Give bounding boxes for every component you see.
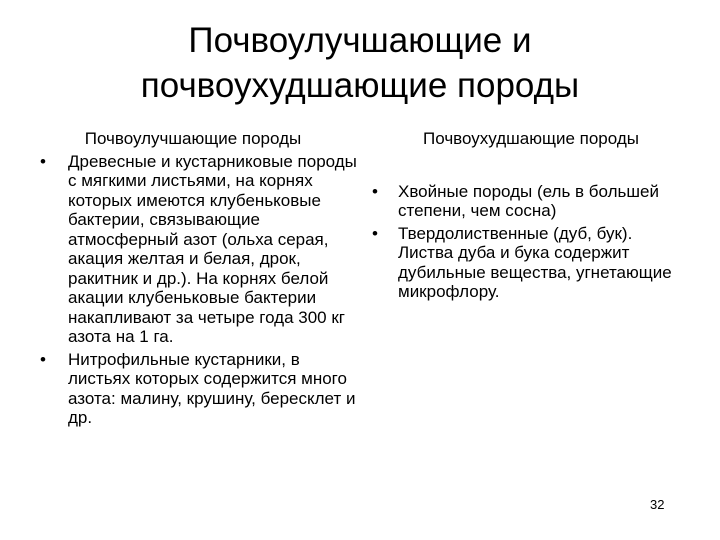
bullet-icon: •: [372, 181, 378, 201]
title-line-2: почвоухудшающие породы: [140, 66, 580, 105]
list-item-text: Твердолиственные (дуб, бук). Листва дуба и бука содержит дубильные вещества, угнетающие микрофлору.: [398, 223, 672, 301]
list-item-text: Нитрофильные кустарники, в листьях которых содержится много азота: малину, крушину, бересклет и др.: [68, 349, 356, 427]
page-number: 32: [650, 497, 665, 512]
soil-degrading-heading: Почвоухудшающие породы: [423, 129, 639, 148]
bullet-icon: •: [372, 223, 378, 243]
title-line-1: Почвоулучшающие и: [188, 21, 532, 60]
bullet-icon: •: [40, 349, 46, 369]
list-item: [372, 182, 690, 221]
soil-improving-column: [28, 129, 358, 431]
soil-improving-heading: Почвоулучшающие породы: [84, 129, 302, 148]
soil-improving-list: [28, 152, 358, 428]
soil-degrading-column: [372, 129, 690, 305]
soil-degrading-list: [372, 182, 690, 302]
bullet-icon: •: [40, 151, 46, 171]
slide-title: [60, 18, 660, 108]
list-item: [28, 350, 358, 428]
list-item: [28, 152, 358, 347]
list-item: [372, 224, 690, 302]
list-item-text: Хвойные породы (ель в большей степени, чем сосна): [398, 181, 659, 220]
list-item-text: Древесные и кустарниковые породы с мягкими листьями, на корнях которых имеются клубеньковые бактерии, связывающие атмосферный азот (ольха серая, акация желтая и белая, дрок, ракитник и др.). На корнях белой акации клубеньковые бактерии накапливают за четыре года 300 кг азота на 1 га.: [68, 151, 357, 346]
